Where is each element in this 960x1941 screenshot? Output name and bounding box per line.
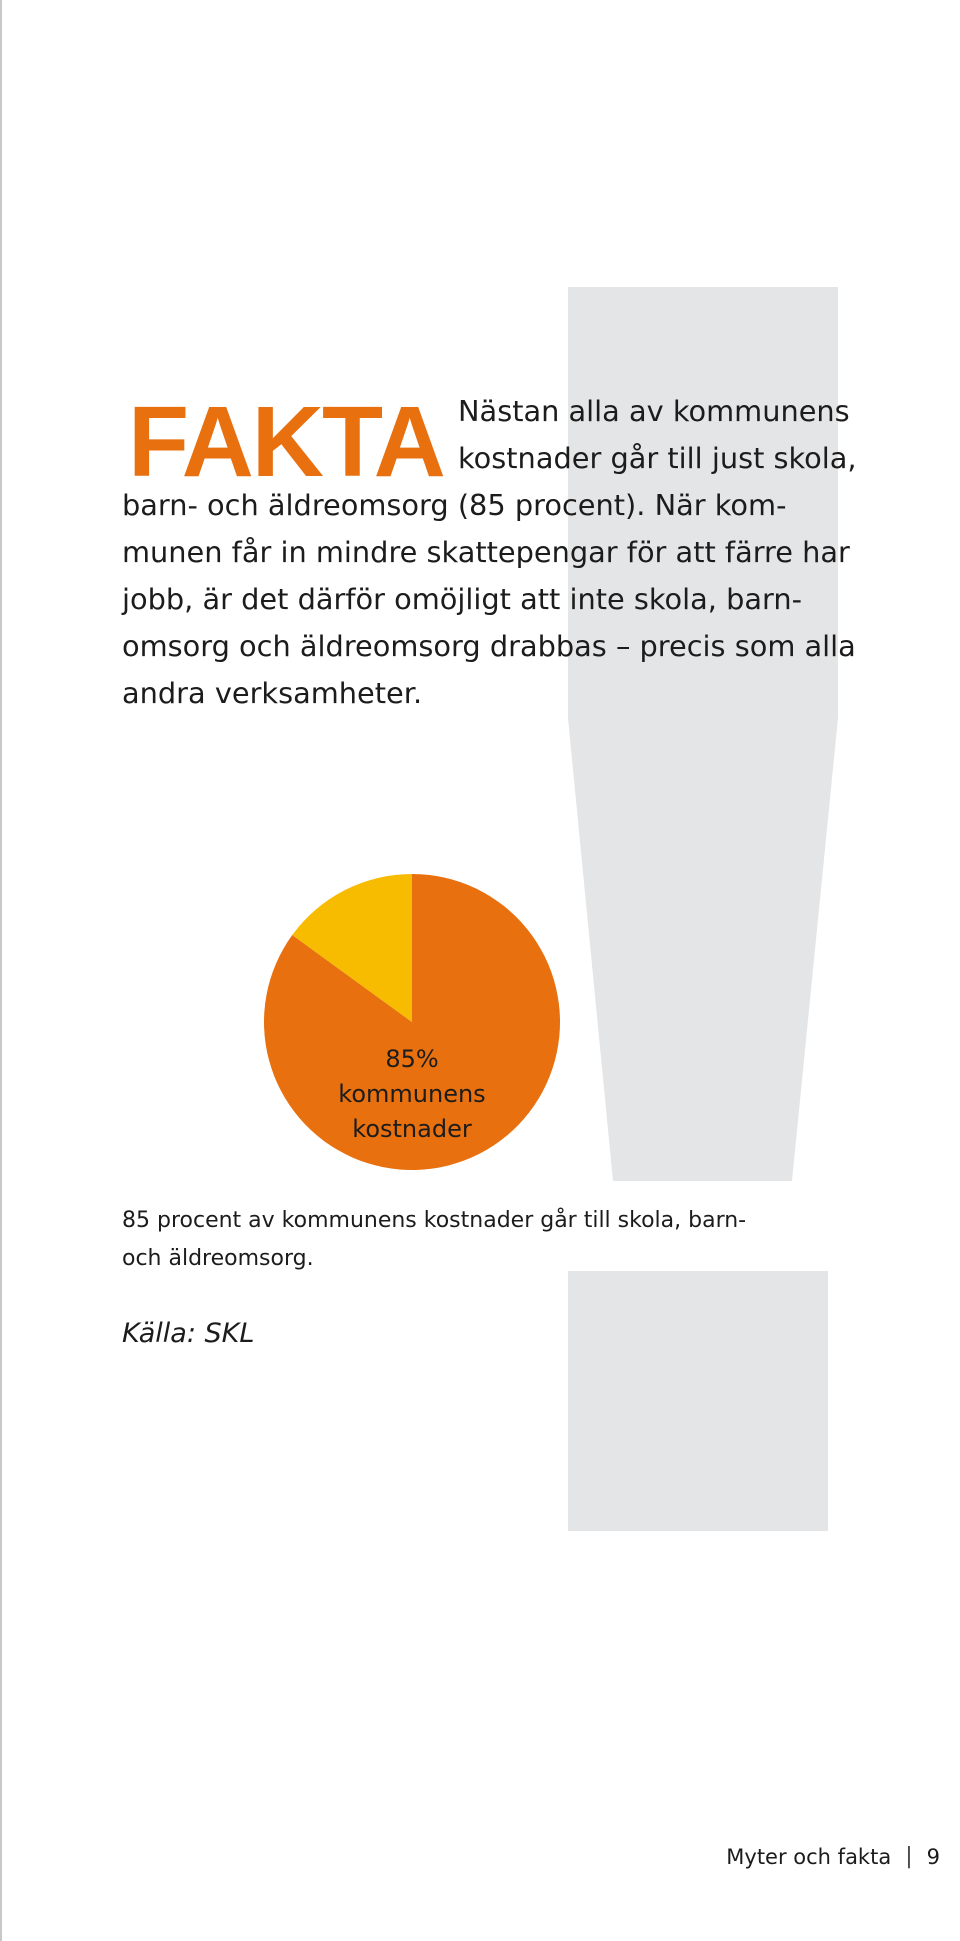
pie-annotation-line: kostnader [352, 1115, 472, 1143]
pie-annotation-percent: 85% [385, 1045, 439, 1073]
paragraph-line: omsorg och äldreomsorg drabbas – precis som alla [122, 629, 856, 663]
paragraph-line: kostnader går till just skola, [458, 441, 857, 475]
paragraph-line: jobb, är det därför omöjligt att inte skola, barn- [122, 582, 803, 616]
footer-separator: | [905, 1844, 913, 1869]
paragraph-line: Nästan alla av kommunens [458, 394, 850, 428]
paragraph-line: munen får in mindre skattepengar för att färre har [122, 535, 850, 569]
fakta-heading: FAKTA [128, 386, 444, 498]
paragraph-line: andra verksamheter. [122, 676, 423, 710]
pie-annotation [322, 1042, 502, 1147]
fact-paragraph [122, 388, 912, 717]
paragraph-line: barn- och äldreomsorg (85 procent). När kom- [122, 488, 787, 522]
exclamation-dot [568, 1271, 828, 1531]
source-note: Källa: SKL [122, 1318, 255, 1349]
caption-line: och äldreomsorg. [122, 1246, 314, 1271]
caption-line: 85 procent av kommunens kostnader går till skola, barn- [122, 1208, 747, 1233]
pie-annotation-line: kommunens [338, 1080, 486, 1108]
page-number: 9 [926, 1844, 940, 1869]
chart-caption [122, 1202, 822, 1278]
page-footer [726, 1844, 940, 1869]
footer-title: Myter och fakta [726, 1844, 892, 1869]
